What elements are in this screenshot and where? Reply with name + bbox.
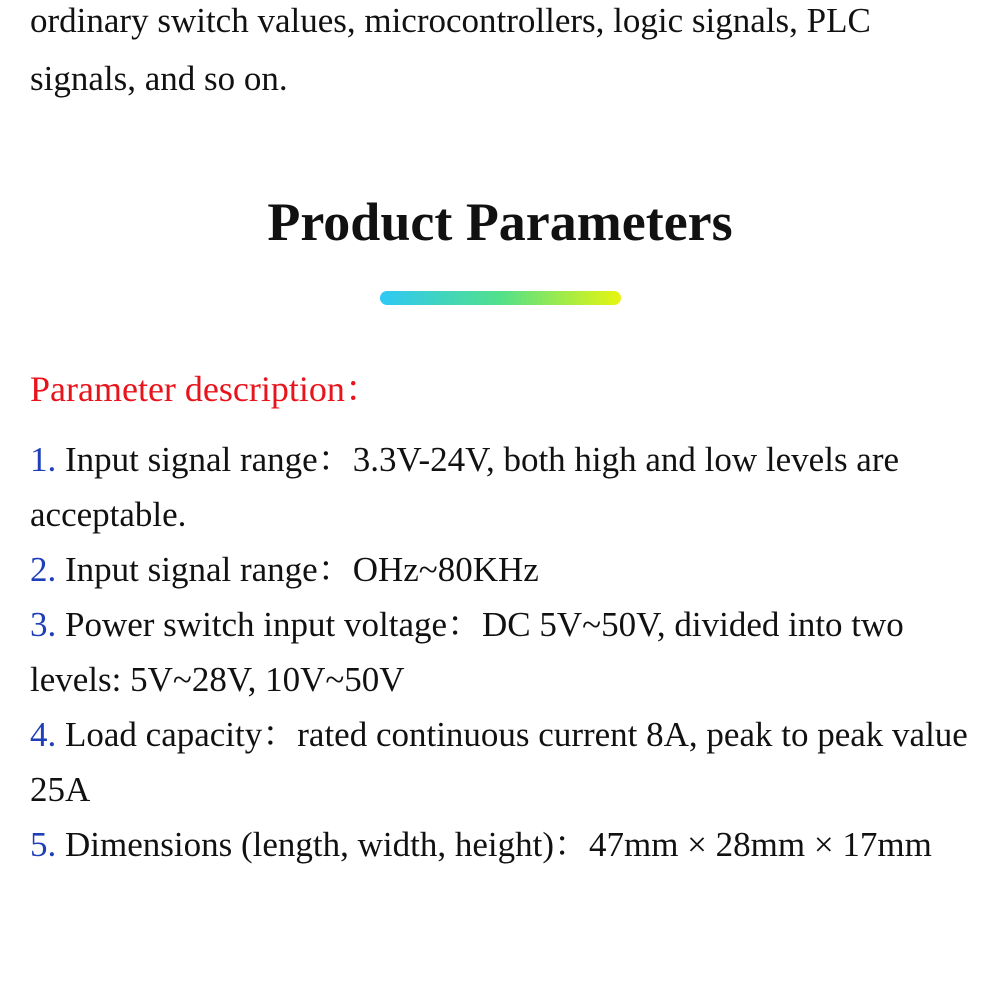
intro-paragraph: ordinary switch values, microcontrollers, logic signals, PLC signals, and so on.: [30, 1, 871, 98]
parameter-item: [30, 432, 980, 542]
parameter-text: Load capacity：rated continuous current 8A, peak to peak value 25A: [30, 715, 968, 809]
parameter-item: [30, 597, 980, 707]
parameter-item: [30, 707, 980, 817]
parameter-text: Input signal range：3.3V-24V, both high and low levels are acceptable.: [30, 440, 900, 534]
parameter-number: 4.: [30, 715, 57, 754]
parameter-text: Input signal range：OHz~80KHz: [56, 550, 539, 589]
parameter-number: 3.: [30, 605, 57, 644]
title-gradient-underline: [380, 291, 621, 305]
parameter-text: Power switch input voltage：DC 5V~50V, divided into two levels: 5V~28V, 10V~50V: [30, 605, 904, 699]
section-title: Product Parameters: [267, 192, 733, 252]
parameter-list: [30, 432, 980, 872]
parameter-description-heading: Parameter description：: [30, 369, 381, 409]
parameter-text: Dimensions (length, width, height)：47mm × 28mm × 17mm: [56, 825, 932, 864]
parameter-number: 1.: [30, 440, 57, 479]
parameter-item: [30, 817, 980, 872]
parameter-number: 5.: [30, 825, 57, 864]
parameter-number: 2.: [30, 550, 57, 589]
parameter-item: [30, 542, 980, 597]
